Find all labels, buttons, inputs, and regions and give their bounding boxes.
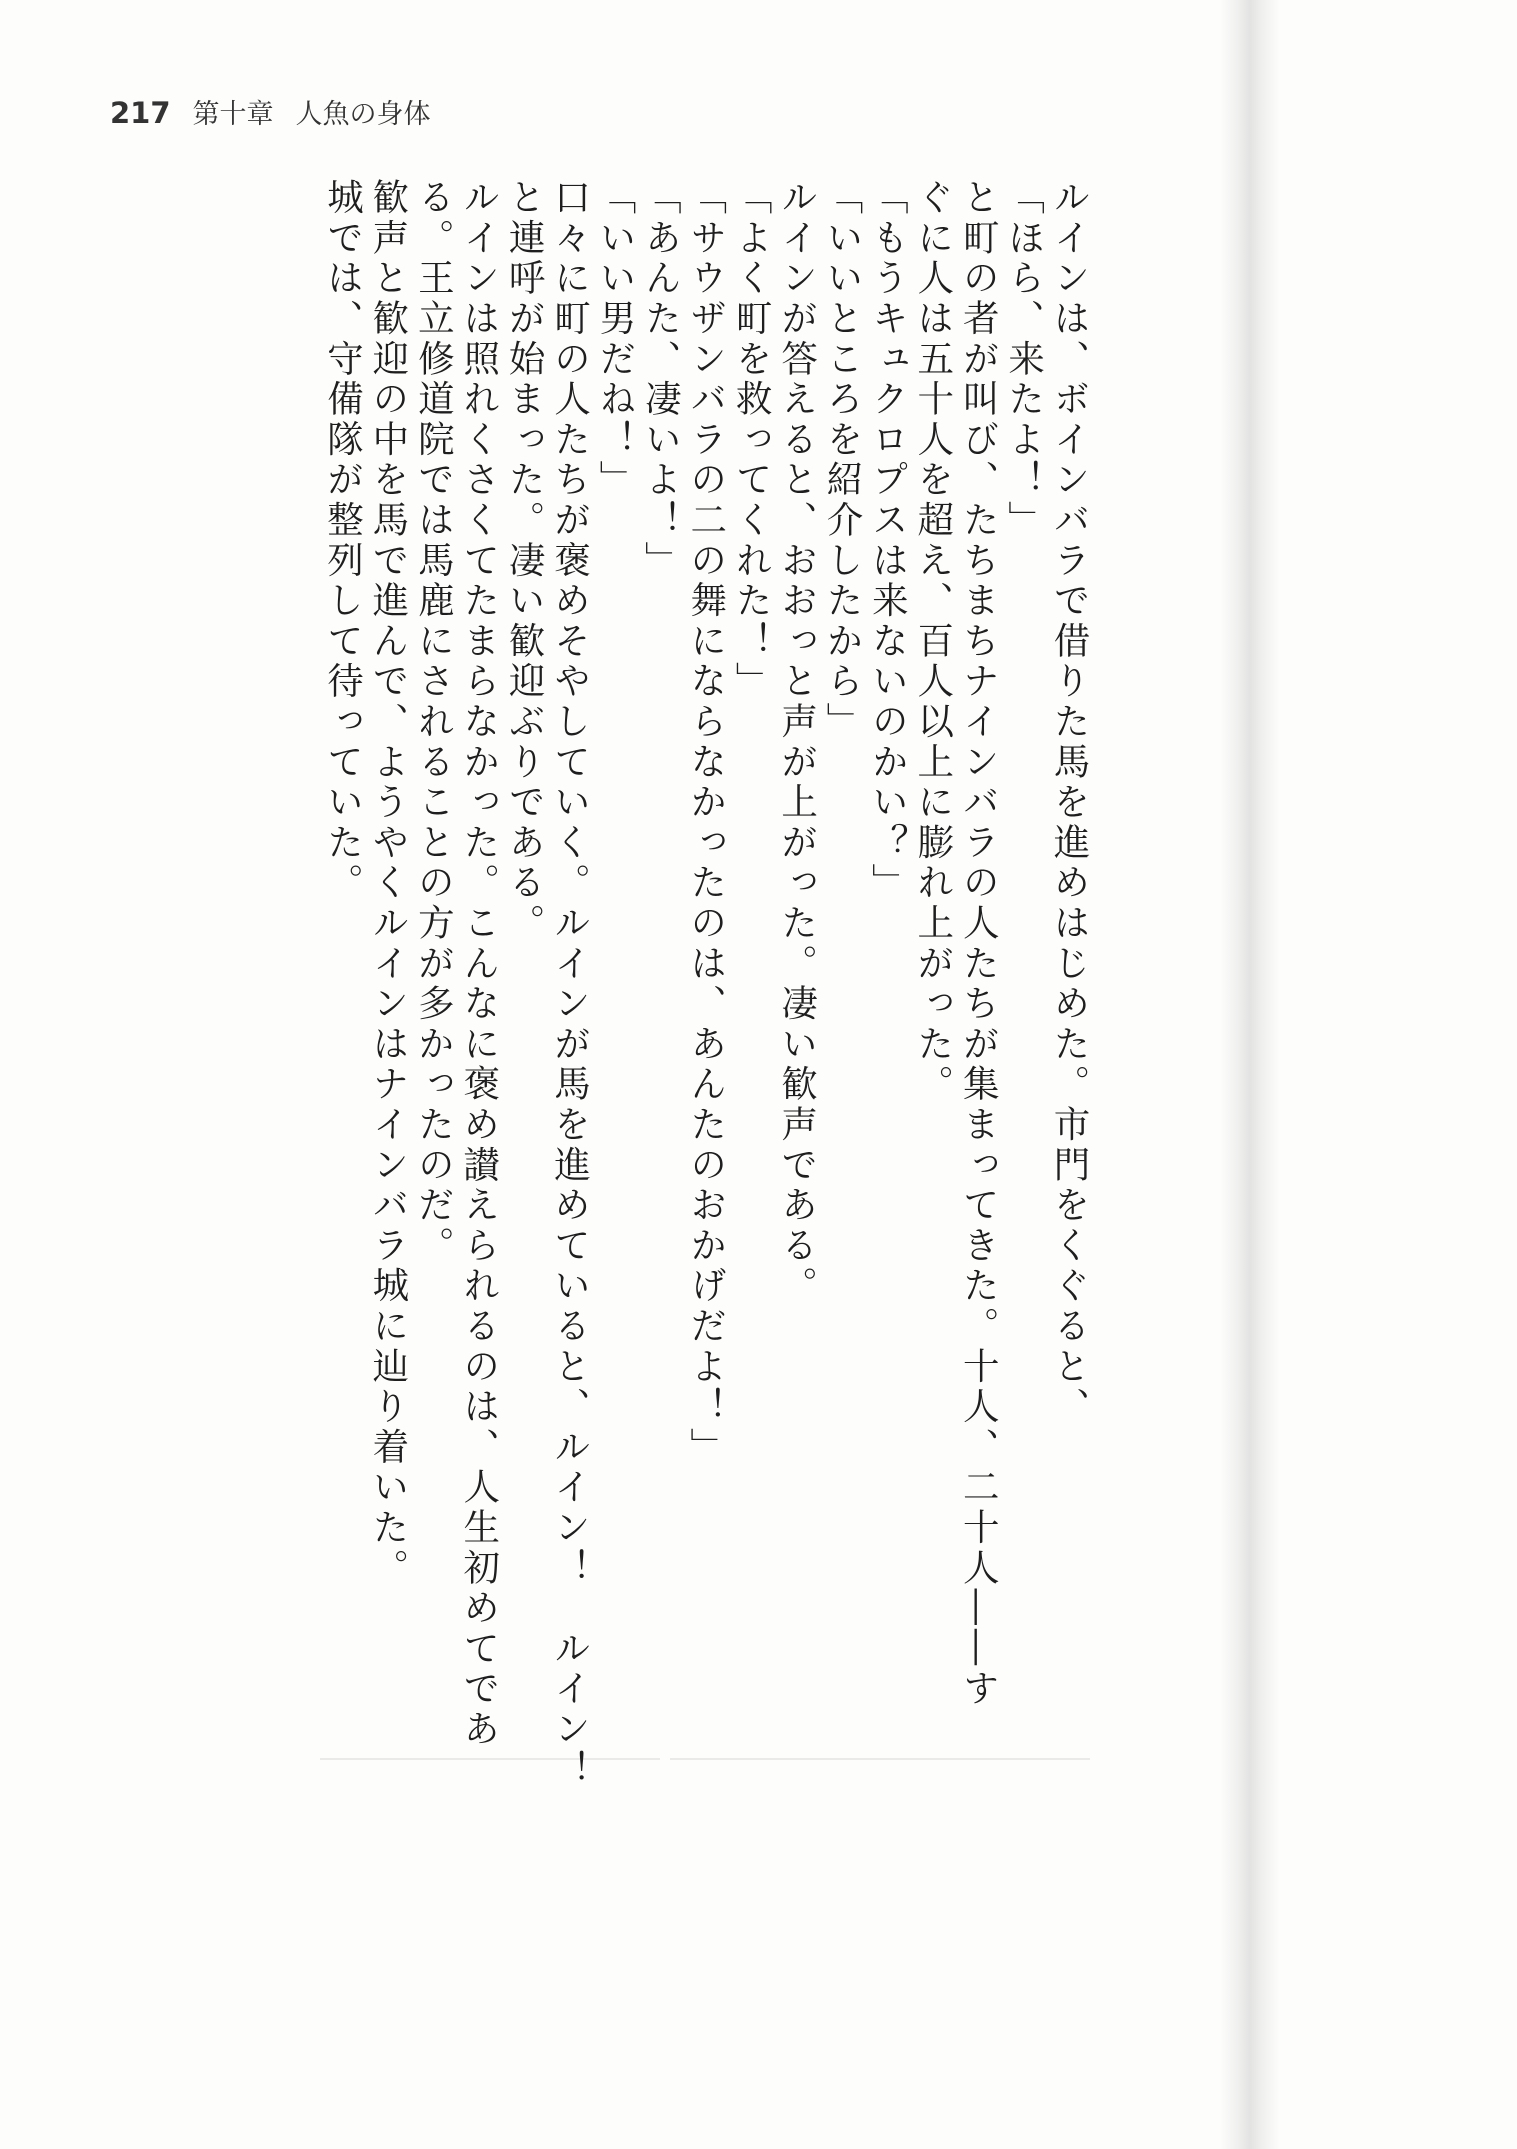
text-line: 「ほら、来たよ！」 (1002, 178, 1046, 541)
text-line: と連呼が始まった。凄い歓迎ぶりである。 (503, 178, 547, 944)
text-line: 城では、守備隊が整列して待っていた。 (321, 178, 365, 904)
text-line: 「もうキュクロプスは来ないのかい？」 (866, 178, 910, 904)
page-header (110, 92, 431, 131)
text-line: 「あんた、凄いよ！」 (639, 178, 683, 581)
text-line: ルインは、ボインバラで借りた馬を進めはじめた。市門をくぐると、 (1048, 178, 1091, 1428)
body-text (320, 178, 1092, 1790)
text-line: る。王立修道院では馬鹿にされることの方が多かったのだ。 (412, 178, 456, 1267)
text-line: ルインは照れくさくてたまらなかった。こんなに褒め讃えられるのは、人生初めてであ (457, 178, 501, 1750)
text-line: 「いいところを紹介したから」 (820, 178, 864, 743)
text-line: 「いい男だね！」 (593, 178, 637, 501)
text-line: ぐに人は五十人を超え、百人以上に膨れ上がった。 (911, 178, 955, 1105)
text-line: 「サウザンバラの二の舞にならなかったのは、あんたのおかげだよ！」 (684, 178, 728, 1468)
text-line: 歓声と歓迎の中を馬で進んで、ようやくルインはナインバラ城に辿り着いた。 (366, 178, 410, 1589)
chapter-number: 第十章 (192, 99, 274, 130)
text-line: 口々に町の人たちが褒めそやしていく。ルインが馬を進めていると、ルイン！ ルイン！ (548, 178, 592, 1790)
chapter-title: 人魚の身体 (295, 99, 431, 130)
text-line: 「よく町を救ってくれた！」 (730, 178, 774, 702)
text-line: と町の者が叫び、たちまちナインバラの人たちが集まってきた。十人、二十人――す (957, 178, 1001, 1710)
scan-shadow (1220, 0, 1280, 2149)
page-number: 217 (110, 96, 171, 130)
text-line: ルインが答えると、おおっと声が上がった。凄い歓声である。 (775, 178, 819, 1307)
